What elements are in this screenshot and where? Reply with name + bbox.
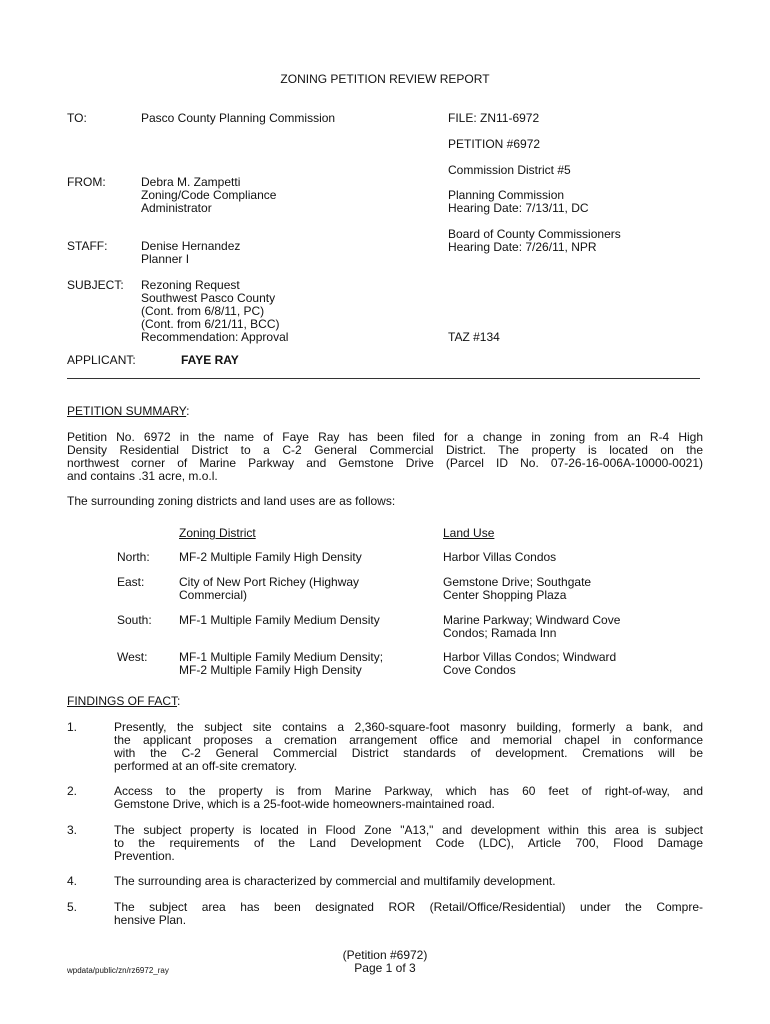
petition-summary-heading [67,405,189,418]
zoning-cell-line: Commercial) [179,588,248,602]
finding-number: 4. [67,874,78,888]
staff-label: STAFF: [67,239,108,253]
zoning-row-landuse [443,551,556,564]
finding-number: 2. [67,784,78,798]
zoning-row-zoning [179,614,380,627]
finding-line: Prevention. [114,849,175,863]
from-line: Zoning/Code Compliance [141,188,277,202]
finding-line: Presently, the subject site contains a 2,360-square-foot masonry building, formerly a bank, and [114,720,703,734]
footer-file-path: wpdata/public/zn/rz6972_ray [67,966,169,975]
subject-line: Rezoning Request [141,278,240,292]
finding-line: with the C-2 General Commercial District standards of development. Cremations will be [114,746,703,760]
findings-heading [67,695,180,708]
zoning-cell-line: City of New Port Richey (Highway [179,575,360,589]
to-label: TO: [67,111,87,125]
zoning-district-header: Zoning District [179,526,256,540]
subject-line: Southwest Pasco County [141,291,276,305]
subject-value [141,279,288,344]
header-divider [67,378,700,379]
zoning-row-landuse [443,614,620,640]
land-use-header: Land Use [443,526,495,540]
taz-number: TAZ #134 [448,330,500,344]
finding-line: Gemstone Drive, which is a 25-foot-wide homeowners-maintained road. [114,797,495,811]
bcc-hearing [448,228,621,254]
footer-page-number: Page 1 of 3 [354,961,416,975]
landuse-cell-line: Harbor Villas Condos [443,550,557,564]
pc-hearing-line: Planning Commission [448,188,565,202]
finding-text [114,875,703,888]
finding-line: The subject area has been designated ROR (Retail/Office/Residential) under the Compre- [114,900,703,914]
staff-line: Denise Hernandez [141,239,241,253]
subject-label: SUBJECT: [67,278,124,292]
bcc-hearing-line: Hearing Date: 7/26/11, NPR [448,240,597,254]
subject-line: (Cont. from 6/8/11, PC) [141,304,265,318]
finding-number: 1. [67,720,78,734]
applicant-value: FAYE RAY [181,353,239,367]
commission-district: Commission District #5 [448,163,571,177]
finding-line: The surrounding area is characterized by commercial and multifamily development. [114,874,556,888]
finding-number: 3. [67,823,78,837]
file-number: FILE: ZN11-6972 [448,111,540,125]
finding-number: 5. [67,900,78,914]
petition-summary-heading-colon: : [186,404,190,418]
petition-summary-heading-text: PETITION SUMMARY [67,404,187,418]
finding-text [114,824,703,863]
landuse-cell-line: Condos; Ramada Inn [443,626,557,640]
finding-line: the applicant proposes a cremation arrangement office and memorial chapel in conformance [114,733,703,747]
footer-petition: (Petition #6972) [342,948,428,962]
page-title: ZONING PETITION REVIEW REPORT [280,72,490,86]
from-line: Administrator [141,201,212,215]
subject-line: (Cont. from 6/21/11, BCC) [141,317,280,331]
pc-hearing-line: Hearing Date: 7/13/11, DC [448,201,589,215]
finding-text [114,901,703,927]
zoning-row-direction: South: [117,613,152,627]
landuse-cell-line: Center Shopping Plaza [443,588,567,602]
findings-heading-colon: : [177,694,181,708]
finding-line: hensive Plan. [114,913,187,927]
from-line: Debra M. Zampetti [141,175,241,189]
zoning-cell-line: MF-2 Multiple Family High Density [179,663,362,677]
landuse-cell-line: Gemstone Drive; Southgate [443,575,592,589]
zoning-row-direction: East: [117,575,145,589]
from-label: FROM: [67,175,106,189]
surrounding-intro: The surrounding zoning districts and land uses are as follows: [67,494,396,508]
pc-hearing [448,189,589,215]
zoning-cell-line: MF-1 Multiple Family Medium Density [179,613,380,627]
summary-line: northwest corner of Marine Parkway and Gemstone Drive (Parcel ID No. 07-26-16-006A-10000-0021) [67,456,703,470]
from-value [141,176,276,215]
zoning-row-landuse [443,576,591,602]
subject-line: Recommendation: Approval [141,330,289,344]
summary-line: Density Residential District to a C-2 General Commercial District. The property is located on the [67,443,703,457]
petition-number: PETITION #6972 [448,137,541,151]
zoning-cell-line: MF-2 Multiple Family High Density [179,550,362,564]
zoning-row-direction: North: [117,550,150,564]
zoning-row-landuse [443,651,616,677]
finding-line: Access to the property is from Marine Parkway, which has 60 feet of right-of-way, and [114,784,703,798]
finding-text [114,785,703,811]
summary-paragraph [67,431,703,483]
staff-value [141,240,240,266]
applicant-label: APPLICANT: [67,353,136,367]
landuse-cell-line: Harbor Villas Condos; Windward [443,650,617,664]
summary-line: and contains .31 acre, m.o.l. [67,469,218,483]
findings-heading-text: FINDINGS OF FACT [67,694,178,708]
zoning-cell-line: MF-1 Multiple Family Medium Density; [179,650,384,664]
landuse-cell-line: Cove Condos [443,663,516,677]
zoning-row-zoning [179,576,359,602]
zoning-row-zoning [179,551,362,564]
summary-line: Petition No. 6972 in the name of Faye Ray has been filed for a change in zoning from an R-4 High [67,430,703,444]
finding-line: to the requirements of the Land Development Code (LDC), Article 700, Flood Damage [114,836,703,850]
finding-line: performed at an off-site crematory. [114,759,297,773]
staff-line: Planner I [141,252,190,266]
finding-line: The subject property is located in Flood Zone "A13," and development within this area is subject [114,823,703,837]
to-value: Pasco County Planning Commission [141,111,336,125]
bcc-hearing-line: Board of County Commissioners [448,227,621,241]
zoning-row-direction: West: [117,650,148,664]
finding-text [114,721,703,773]
landuse-cell-line: Marine Parkway; Windward Cove [443,613,621,627]
zoning-row-zoning [179,651,383,677]
